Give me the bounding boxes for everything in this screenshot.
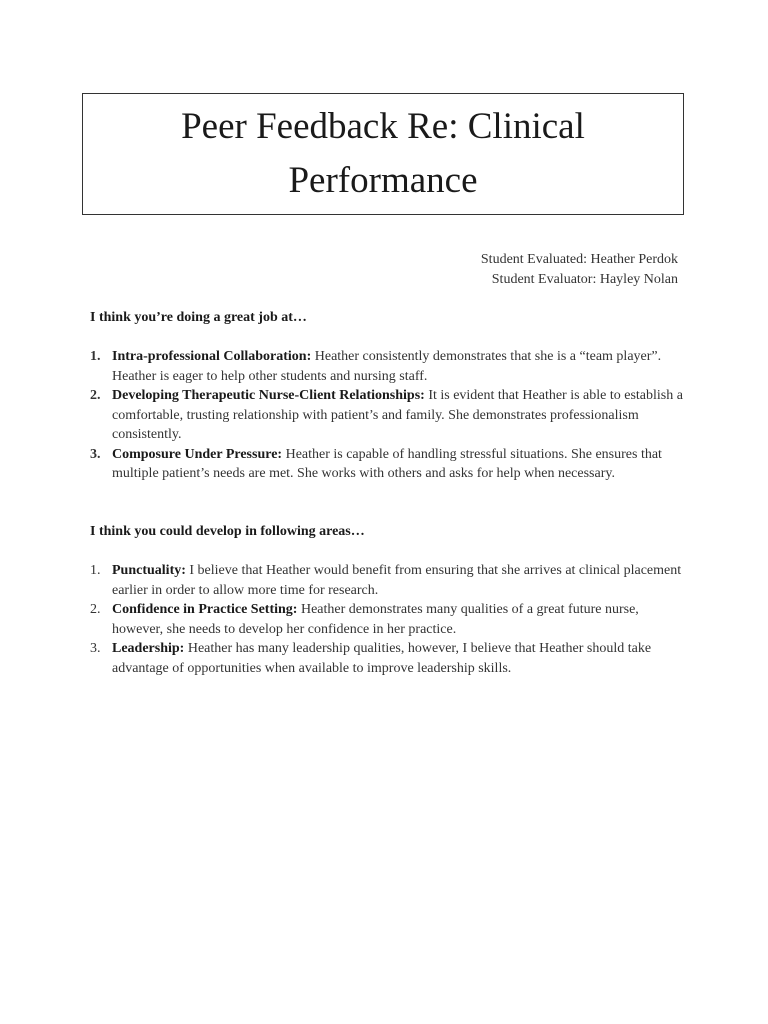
item-number: 3. [90, 641, 101, 656]
student-evaluated: Student Evaluated: Heather Perdok [480, 252, 678, 267]
list-item [90, 600, 690, 639]
item-label: Intra-professional Collaboration: [112, 349, 312, 364]
item-text: Heather is capable of handling stressful situations. She ensures that multiple patient’s needs are met. She works with others and asks for help when necessary. [112, 446, 662, 481]
item-number: 3. [90, 446, 101, 462]
strengths-list [90, 347, 690, 484]
item-number: 1. [90, 349, 101, 364]
title-box [82, 93, 684, 215]
item-text: Heather has many leadership qualities, however, I believe that Heather should take advantage of opportunities when available to improve leadership skills. [112, 641, 652, 676]
item-label: Leadership: [112, 641, 185, 656]
item-text: Heather consistently demonstrates that she is a “team player”. Heather is eager to help other students and nursing staff. [112, 349, 662, 384]
strengths-heading: I think you’re doing a great job at… [90, 310, 307, 325]
item-label: Composure Under Pressure: [112, 446, 283, 462]
development-heading: I think you could develop in following areas… [90, 524, 365, 539]
list-item [90, 347, 690, 386]
item-label: Developing Therapeutic Nurse-Client Relationships: [112, 388, 425, 403]
item-text: I believe that Heather would benefit from ensuring that she arrives at clinical placement earlier in order to allow more time for research. [112, 563, 682, 598]
item-label: Confidence in Practice Setting: [112, 602, 298, 617]
list-item [90, 639, 690, 678]
item-number: 2. [90, 602, 101, 617]
item-number: 1. [90, 563, 101, 578]
student-evaluator: Student Evaluator: Hayley Nolan [491, 272, 678, 287]
list-item [90, 445, 690, 484]
item-text: Heather demonstrates many qualities of a great future nurse, however, she needs to develop her confidence in her practice. [112, 602, 639, 637]
item-number: 2. [90, 388, 101, 403]
item-label: Punctuality: [112, 563, 186, 578]
list-item [90, 561, 690, 600]
list-item [90, 386, 690, 445]
student-info [481, 250, 678, 290]
page-title: Peer Feedback Re: Clinical Performance [181, 106, 585, 201]
item-text: It is evident that Heather is able to establish a comfortable, trusting relationship with patient’s and family. She demonstrates professionalism consistently. [112, 388, 683, 442]
development-list [90, 561, 690, 678]
